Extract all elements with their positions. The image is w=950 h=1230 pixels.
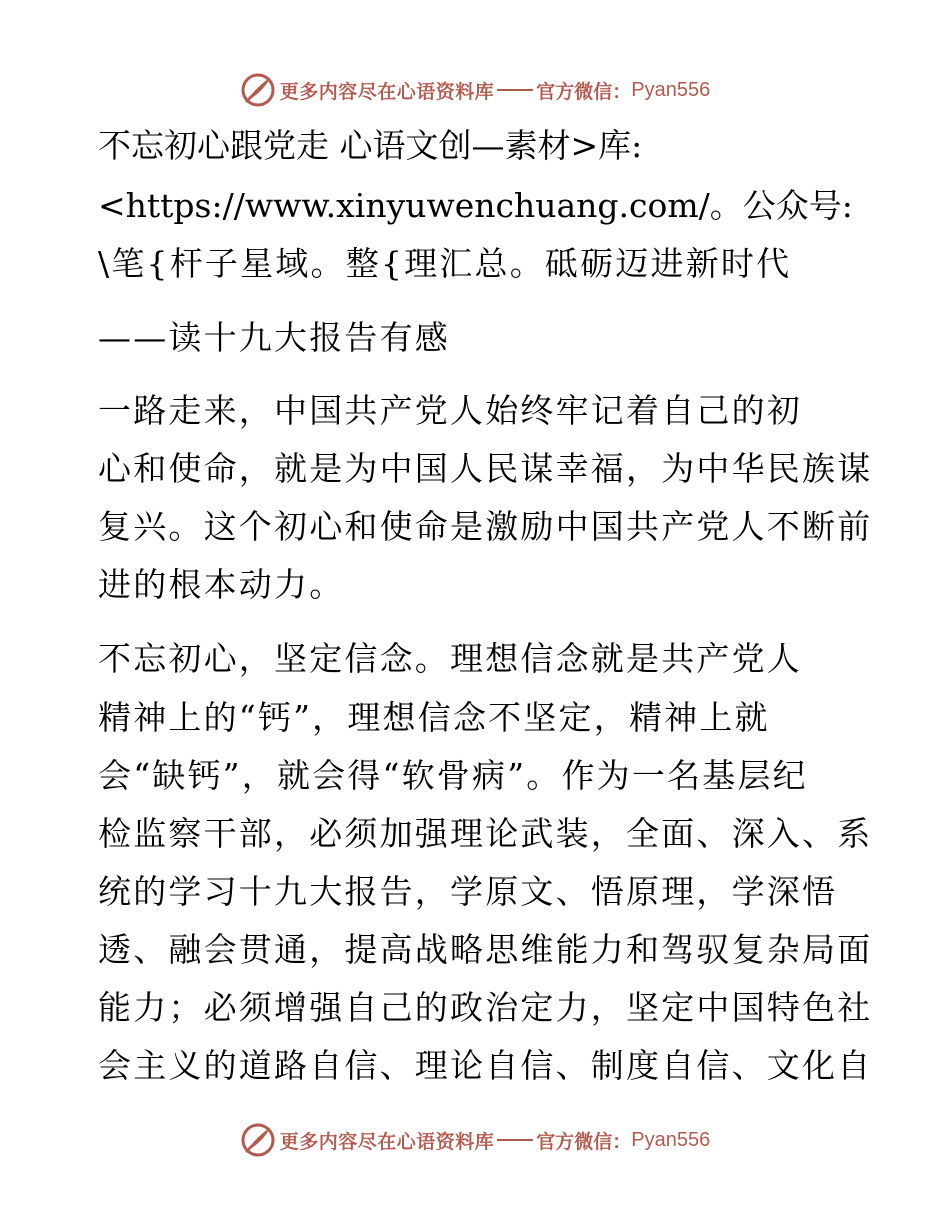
banner-dash [497,89,533,91]
paragraph2-line: 不忘初心，坚定信念。理想信念就是共产党人 [98,639,802,678]
quill-pen-logo-icon [240,1122,276,1158]
paragraph2-line: 透、融会贯通，提高战略思维能力和驾驭复杂局面 [98,930,873,969]
paragraph1-line: 复兴。这个初心和使命是激励中国共产党人不断前 [98,507,873,546]
paragraph1-line: 心和使命，就是为中国人民谋幸福，为中华民族谋 [98,449,873,488]
header-line-2: <https://www.xinyuwenchuang.com/。公众号: [98,186,853,225]
banner-main-text: 更多内容尽在心语资料库 [279,1130,495,1153]
banner-wechat-id: Pyan556 [631,78,711,101]
banner-wechat-id: Pyan556 [631,1128,711,1151]
footer-watermark-banner [0,1120,950,1160]
header-line-3: \笔{杆子星域。整{理汇总。砥砺迈进新时代 [98,244,792,283]
paragraph2-line: 会主义的道路自信、理论自信、制度自信、文化自 [98,1046,873,1085]
paragraph2-line: 能力；必须增强自己的政治定力，坚定中国特色社 [98,988,873,1027]
banner-dash [497,1139,533,1141]
header-watermark-banner [0,70,950,110]
paragraph2-line: 检监察干部，必须加强理论武装，全面、深入、系 [98,814,873,853]
subtitle: ——读十九大报告有感 [98,318,450,357]
paragraph1-line: 一路走来，中国共产党人始终牢记着自己的初 [98,391,802,430]
paragraph1-line: 进的根本动力。 [98,565,345,604]
paragraph2-line: 精神上的“钙”，理想信念不坚定，精神上就 [98,698,770,737]
paragraph2-line: 会“缺钙”，就会得“软骨病”。作为一名基层纪 [98,756,808,795]
header-line-1: 不忘初心跟党走 心语文创—素材>库: [98,126,643,165]
banner-main-text: 更多内容尽在心语资料库 [279,80,495,103]
banner-wechat-label: 官方微信： [536,80,632,103]
paragraph2-line: 统的学习十九大报告，学原文、悟原理，学深悟 [98,872,838,911]
quill-pen-logo-icon [240,72,276,108]
banner-wechat-label: 官方微信： [536,1130,632,1153]
